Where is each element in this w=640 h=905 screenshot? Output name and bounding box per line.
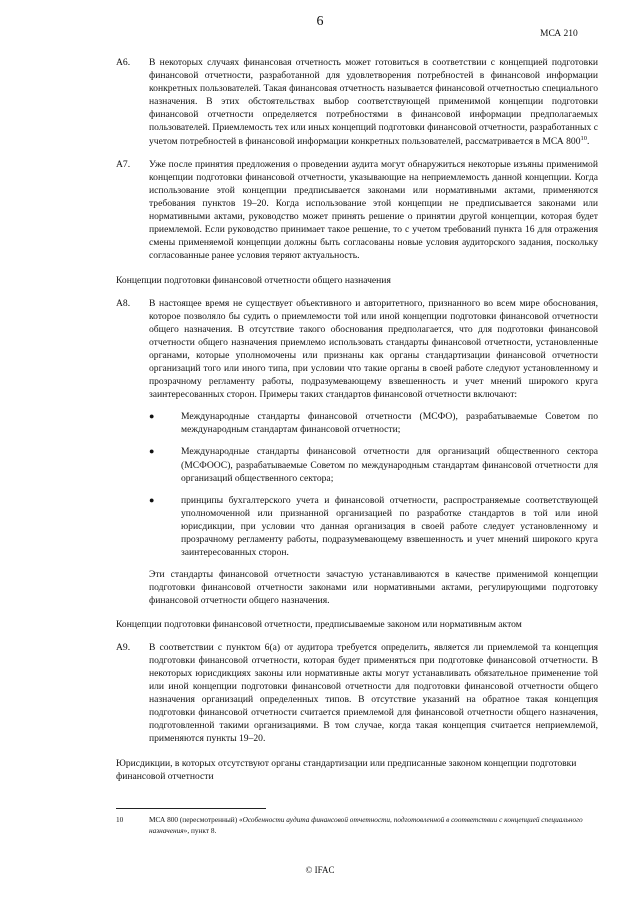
paragraph-a7 <box>116 158 598 263</box>
paragraph-body: В некоторых случаях финансовая отчетность может готовиться в соответствии с концепцией подготовки финансовой отчетности, разработанной для удовлетворения потребностей в финансовой информации конкретных пользователей. Такая финансовая отчетность называется финансовой отчетностью специального назначения. В этих обстоятельствах выбор соответствующей применимой концепции подготовки финансовой отчетности определяется потребностями в финансовой информации предполагаемых пользователей. Приемлемость тех или иных концепций подготовки финансовой отчетности, разработанных с учетом потребностей в финансовой информации конкретных пользователей, рассматривается в МСА 800 <box>149 57 598 147</box>
section-heading-general-purpose: Концепции подготовки финансовой отчетности общего назначения <box>116 275 391 287</box>
paragraph-a6 <box>116 56 598 148</box>
document-code: МСА 210 <box>540 29 578 39</box>
bullet-list <box>149 410 598 559</box>
paragraph-a9 <box>116 641 598 746</box>
paragraph-closing: Эти стандарты финансовой отчетности зачастую устанавливаются в качестве применимой концепции подготовки финансовой отчетности законами или нормативными актами, регулирующими подготовку финансовой отчетности общего назначения. <box>149 569 598 607</box>
section-heading-law-prescribed: Концепции подготовки финансовой отчетности, предписываемые законом или нормативным актом <box>116 619 522 631</box>
list-item <box>149 445 598 484</box>
section-heading-jurisdictions: Юрисдикции, в которых отсутствуют органы стандартизации или предписанные законом концепции подготовки финансовой отчетности <box>116 758 577 783</box>
paragraph-body-block <box>149 297 598 608</box>
list-item-text: Международные стандарты финансовой отчетности для организаций общественного сектора (МСФООС), разрабатываемые Советом по международным стандартам финансовой отчетности для организаций общественного сектора; <box>181 446 598 484</box>
bullet-icon: ● <box>149 446 155 457</box>
paragraph-label: A7. <box>116 158 131 170</box>
footnote-prefix: МСА 800 (пересмотренный) « <box>149 815 243 824</box>
paragraph-tail: . <box>587 135 590 147</box>
list-item <box>149 410 598 436</box>
footnote-number: 10 <box>116 815 124 824</box>
paragraph-text: В настоящее время не существует объективного и авторитетного, признанного во всем мире обоснования, которое позволяло бы судить о приемлемости той или иной концепции подготовки финансовой отчетности общего назначения. В отсутствие такого обоснования предполагается, что для подготовки финансовой отчетности общего назначения приемлемо использовать стандарты финансовой отчетности, установленные органами, которые уполномочены или признаны как органы стандартизации финансовой отчетности организаций того или иного типа, при условии что такие органы в своей работе следуют установленному и прозрачному регламенту работы, подразумевающему взвешенность и учет мнений широкого круга заинтересованных сторон. Примеры таких стандартов финансовой отчетности включают: <box>149 297 598 401</box>
paragraph-text <box>149 56 598 148</box>
list-item <box>149 494 598 559</box>
page-content <box>116 56 598 784</box>
paragraph-label: A6. <box>116 57 131 68</box>
paragraph-label: A8. <box>116 297 131 309</box>
footnote <box>116 815 598 836</box>
copyright-footer: © IFAC <box>305 865 335 875</box>
footnote-divider <box>116 808 266 809</box>
list-item-text: Международные стандарты финансовой отчетности (МСФО), разрабатываемые Советом по международным стандартам финансовой отчетности; <box>181 411 598 436</box>
paragraph-a8 <box>116 297 598 608</box>
footnote-title: Особенности аудита финансовой отчетности, подготовленной в соответствии с концепцией специального назначения <box>149 815 583 835</box>
footnote-suffix: », пункт 8. <box>183 825 217 835</box>
paragraph-text: В соответствии с пунктом 6(а) от аудитора требуется определить, является ли приемлемой та концепция подготовки финансовой отчетности, которая будет применяться при подготовке финансовой отчетности. В некоторых юрисдикциях законы или нормативные акты могут устанавливать обязательное применение той или иной концепции подготовки финансовой отчетности для подготовки финансовой отчетности общего назначения организаций определенных типов. В отсутствие указаний на обратное такая концепция подготовки финансовой отчетности считается приемлемой для финансовой отчетности общего назначения, подготовленной такими организациями. В том случае, когда такая концепция считается неприемлемой, применяются пункты 19–20. <box>149 641 598 745</box>
page-number: 6 <box>316 14 324 29</box>
bullet-icon: ● <box>149 411 155 422</box>
footnote-reference: 10 <box>580 134 587 142</box>
footnote-text <box>149 815 598 836</box>
paragraph-label: A9. <box>116 641 131 653</box>
bullet-icon: ● <box>149 494 155 505</box>
paragraph-text: Уже после принятия предложения о проведении аудита могут обнаружиться некоторые изъяны применимой концепции подготовки финансовой отчетности, указывающие на неприемлемость данной концепции. Когда использование этой концепции предписывается законами или нормативными актами, применяются требования пунктов 19–20. Когда использование этой концепции не предписывается законами или нормативными актами, руководство может принять решение о принятии другой концепции, которая будет приемлемой. Если руководство принимает такое решение, то с учетом требований пункта 16 для отражения смены применяемой концепции должны быть согласованы новые условия аудиторского задания, поскольку согласованные ранее условия теряют актуальность. <box>149 158 598 262</box>
list-item-text: принципы бухгалтерского учета и финансовой отчетности, распространяемые соответствующей уполномоченной или признанной организацией по разработке стандартов в той или иной юрисдикции, при условии что данная организация в своей работе следует установленному и прозрачному регламенту работы, подразумевающему взвешенность и учет мнений широкого круга заинтересованных сторон. <box>181 494 598 559</box>
